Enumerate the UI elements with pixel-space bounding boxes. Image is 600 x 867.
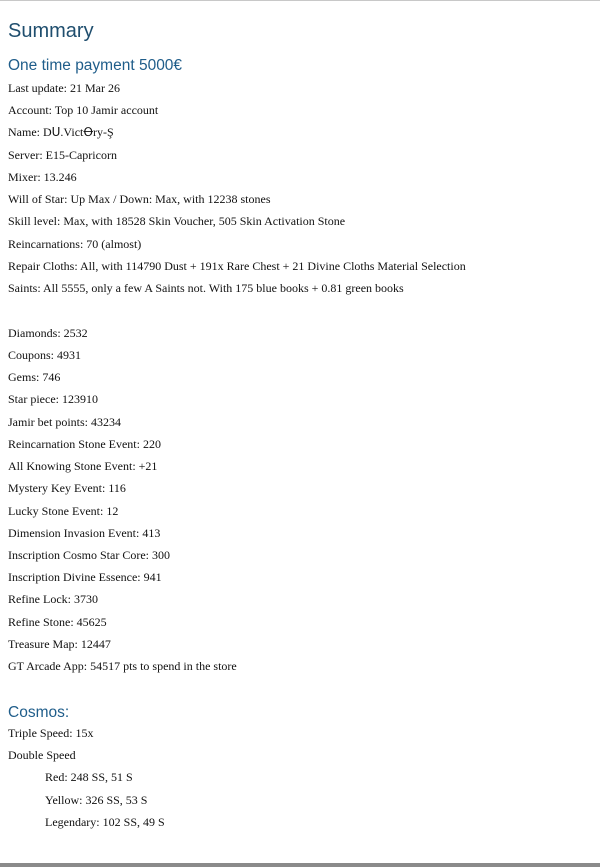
cosmos-heading: Cosmos: — [8, 704, 70, 721]
summary-line-server: Server: E15-Capricorn — [8, 148, 117, 162]
resource-mystery-key-event: Mystery Key Event: 116 — [8, 481, 126, 495]
summary-line-repair-cloths: Repair Cloths: All, with 114790 Dust + 191x Rare Chest + 21 Divine Cloths Material Selection — [8, 259, 466, 273]
resource-star-piece: Star piece: 123910 — [8, 392, 98, 406]
resource-dimension-invasion-event: Dimension Invasion Event: 413 — [8, 526, 161, 540]
resource-gems: Gems: 746 — [8, 370, 61, 384]
page-title: Summary — [8, 20, 94, 42]
resource-all-knowing-stone-event: All Knowing Stone Event: +21 — [8, 459, 158, 473]
cosmos-double-speed: Double Speed — [8, 748, 76, 762]
summary-line-last-update: Last update: 21 Mar 26 — [8, 81, 120, 95]
resource-reincarnation-stone-event: Reincarnation Stone Event: 220 — [8, 437, 161, 451]
resource-gt-arcade-app: GT Arcade App: 54517 pts to spend in the store — [8, 659, 237, 673]
resource-diamonds: Diamonds: 2532 — [8, 326, 88, 340]
summary-line-skill-level: Skill level: Max, with 18528 Skin Voucher, 505 Skin Activation Stone — [8, 214, 346, 228]
resource-refine-stone: Refine Stone: 45625 — [8, 615, 107, 629]
resource-inscription-divine-essence: Inscription Divine Essence: 941 — [8, 570, 162, 584]
price-heading: One time payment 5000€ — [8, 57, 183, 74]
summary-line-name: Name: Dꓴ.VictꝊry-Ş — [8, 125, 114, 139]
cosmos-double-speed-legendary: Legendary: 102 SS, 49 S — [45, 815, 165, 829]
resource-refine-lock: Refine Lock: 3730 — [8, 592, 98, 606]
resource-jamir-bet-points: Jamir bet points: 43234 — [8, 415, 121, 429]
cosmos-double-speed-yellow: Yellow: 326 SS, 53 S — [45, 793, 148, 807]
summary-line-reincarnations: Reincarnations: 70 (almost) — [8, 237, 142, 251]
document-page — [8, 1, 600, 863]
summary-line-account: Account: Top 10 Jamir account — [8, 103, 159, 117]
resource-inscription-cosmo-star-core: Inscription Cosmo Star Core: 300 — [8, 548, 170, 562]
summary-line-saints: Saints: All 5555, only a few A Saints not. With 175 blue books + 0.81 green books — [8, 281, 404, 295]
summary-line-will-of-star: Will of Star: Up Max / Down: Max, with 12238 stones — [8, 192, 271, 206]
resource-treasure-map: Treasure Map: 12447 — [8, 637, 111, 651]
cosmos-double-speed-red: Red: 248 SS, 51 S — [45, 770, 133, 784]
summary-line-mixer: Mixer: 13.246 — [8, 170, 77, 184]
resource-coupons: Coupons: 4931 — [8, 348, 82, 362]
cosmos-triple-speed: Triple Speed: 15x — [8, 726, 94, 740]
resource-lucky-stone-event: Lucky Stone Event: 12 — [8, 504, 119, 518]
